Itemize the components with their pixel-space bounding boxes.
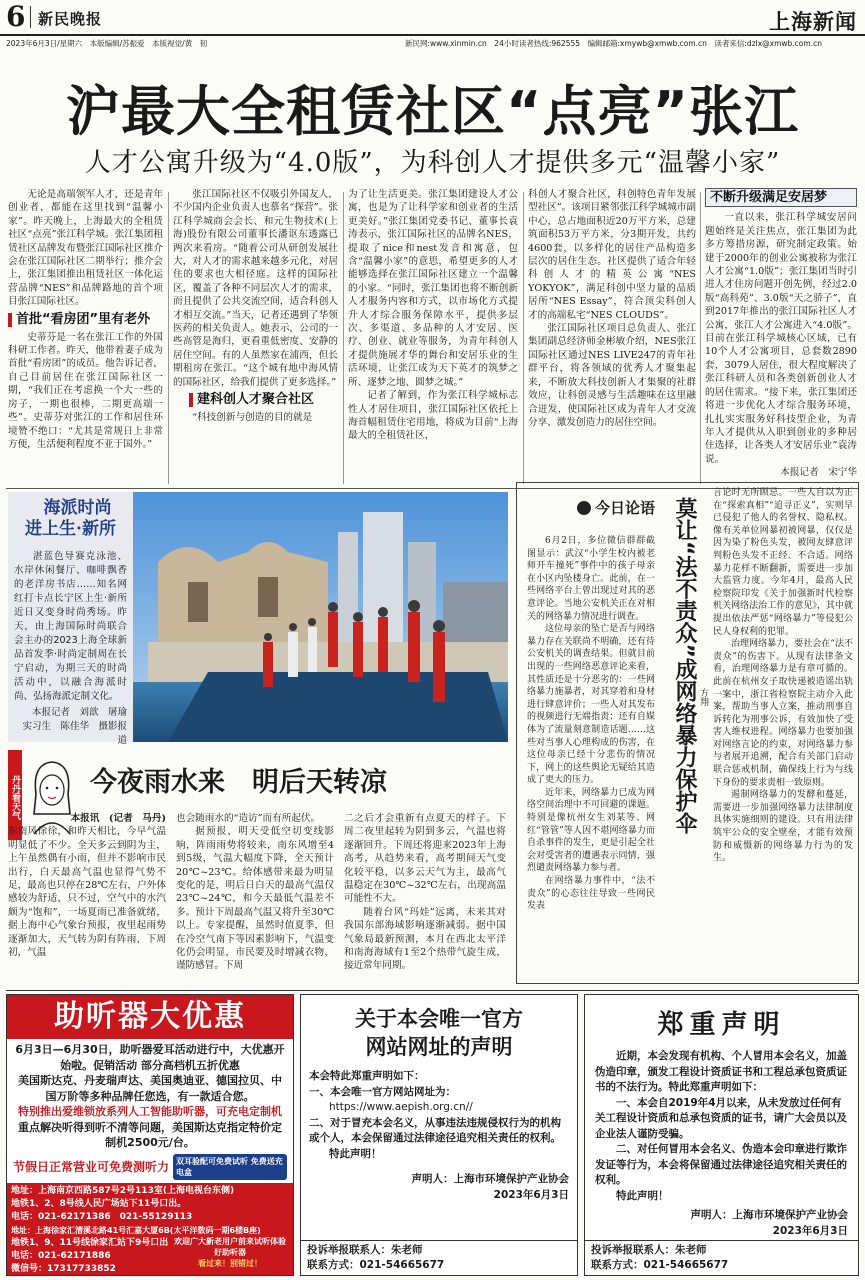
ad3-contact-line: 投诉举报联系人：朱老师 bbox=[591, 1244, 707, 1256]
body-text: 张江国际社区不仅吸引外国友人，不少国内企业负责人也慕名“探营”。张江科学城商会会长、和元生物技术(上海)股份有限公司董事长潘讴东透露已两次来看房。“随着公司从研创发展壮大，对人才的需求越来越多元化，对居住的要求也大相径庭。这样的国际社区，覆盖了各种不同层次人才的需求，而且提供了公共交流空间，适合科创人才相互交流。”当天，记者还遇到了华领医药的相关负责人。她表示，公司的一些高管是海归，更看重低密度、安静的居住空间。有的人虽然家在浦西，但长期租房在张江。“这个城有地中海风情的国际社区，给我们提供了更多选择。” bbox=[173, 189, 338, 388]
body-text: 二之后才会重新有点夏天的样子。下周二夜里起转为阴到多云，气温也将逐渐回升。下周还将迎来2023年上海高考，从趋势来看，高考期间天气变化较平稳，以多云天气为主，最高气温稳定在30℃~32℃左右，出现高温可能性不大。 bbox=[344, 813, 506, 905]
ad1-line: 特别推出爱维锁放系列人工智能助听器，可充电定制机 bbox=[18, 1105, 282, 1118]
weather-col-3 bbox=[344, 812, 506, 982]
label-text: 今日论语 bbox=[595, 499, 656, 517]
subheading-text: 不断升级满足安居梦 bbox=[710, 190, 828, 205]
ad3-title: 郑重声明 bbox=[657, 1010, 786, 1040]
ad3-signer: 声明人：上海市环境保护产业协会 bbox=[690, 1209, 848, 1221]
subheading-text: 建科创人才聚合社区 bbox=[197, 392, 315, 408]
quote-icon bbox=[577, 501, 591, 515]
ad1-phone: 电话：021-62171386 021-55129113 bbox=[11, 1211, 193, 1222]
commentary-col-1 bbox=[527, 535, 655, 975]
ad1-promo bbox=[171, 1236, 289, 1269]
ad3-contact bbox=[585, 1240, 858, 1275]
headline-text: 莫让“法不责众”成网络暴力保护伞 bbox=[672, 497, 697, 834]
ad2-contact bbox=[301, 1240, 577, 1275]
body-text: 史蒂芬是一名在张江工作的外国科研工作者。昨天，他带着妻子成为首批“看房团”的成员。他告诉记者，自己目前居住在张江国际社区一期，“我们正在考虑换一个大一些的房子，一期也很棒，二期更高端一些”。史蒂芬对张江的工作和居住环境赞不绝口：“尤其是常规日上非常方便，生活便利程度不亚于国外。” bbox=[8, 331, 163, 450]
body-text: 言论时无所顾忌。一些人自以为正在“探索真相”“追寻正义”，实则早已侵犯了他人的名誉权、隐私权。像有关单位网暴初被网暴，仅仅是因为染了粉色头发，被网友肆意评判粉色头发不正经、不合适。网络暴力花样不断翻新，需要进一步加大监管力度。今年4月，最高人民检察院印发《关于加强新时代检察机关网络法治工作的意见》，其中就提出依法严惩“网络暴力”等侵犯公民人身权利的犯罪。 bbox=[713, 488, 853, 637]
header-divider bbox=[30, 6, 31, 28]
ad1-line: 美国斯达克、丹麦瑞声达、美国奥迪亚、德国拉贝、中国万阶等多种品牌任您选，有一款适合您。 bbox=[18, 1074, 282, 1103]
ad3-text: 二、对任何冒用本会名义、伪造本会印章进行欺诈发证等行为，本会将保留通过法律途径追究相关责任的权利。 bbox=[595, 1143, 847, 1186]
ad-rule bbox=[6, 990, 858, 991]
weather-col-1 bbox=[8, 812, 166, 982]
ad2-contact-line: 联系方式：021-54665677 bbox=[307, 1259, 445, 1271]
body-text: 张江国际社区项目总负责人、张江集团副总经济师金彬敏介绍，NES张江国际社区通过NES LIVE247的青年社群平台，将各领域的优秀人才聚集起来，不断放大科技创新人才集聚的社群效应，让科创灵感与生活趣味在这里融合迸发，使国际社区成为青年人才交流分享、激发创造力的居住空间。 bbox=[528, 323, 696, 428]
body-text: “科技创新与创造的目的就是 bbox=[192, 412, 313, 424]
website-statement-ad bbox=[300, 994, 578, 1276]
ad2-title-1: 关于本会唯一官方 bbox=[355, 1007, 523, 1031]
photo-feature bbox=[8, 492, 508, 746]
ad2-text: 一、本会唯一官方网站网址为： bbox=[309, 1085, 456, 1098]
body-text: 东南风徐徐，和昨天相比，今早气温明显低了不少。全天多云到阴为主，上午虽然偶有小雨，但并不影响市民出行，白天最高气温也显得气势不足，最高也只停在28℃左右，户外体感较为舒适，只不过，空气中的水汽颇为“饱和”，一场夏雨已准备就绪，据上海中心气象台预报，夜里起雨势逐渐加大，天气转为阴有阵雨，下周初，气温 bbox=[8, 826, 166, 959]
main-headline: 沪最大全租赁社区“点亮”张江 bbox=[66, 80, 799, 143]
contact-line: 新民网:www.xinmin.cn 24小时读者热线:962555 编辑邮箱:xmywb@xmwb.com.cn 读者来信:dzlx@xmwb.com.cn bbox=[405, 39, 822, 48]
weather-headline: 今夜雨水来 明后天转凉 bbox=[90, 767, 387, 798]
ad1-address: 地铁1、9、11号线徐家汇站下9号口出 bbox=[11, 1237, 169, 1248]
author-text: 本报记者 宋宁华 bbox=[780, 467, 857, 479]
page-number: 6 bbox=[6, 0, 26, 33]
body-text: 为了让生活更美。张江集团建设人才公寓，也是为了让科学家和创业者的生活更美好。”张江集团党委书记、董事长袁涛表示，张江国际社区的品牌名NES，提取了nice和nest发音和寓意，包含“温馨小家”的意思，希望更多的人才能够选择在张江国际社区建立一个温馨的小家。“同时，张江集团也将不断创新人才服务内容和方式，以市场化方式提升人才综合服务保障水平，提供多层次、多渠道、多品种的人才安居、医疗、创业、就业等服务，为青年科创人才提供施展才华的舞台和安居乐业的生活环境，让张江成为天下英才的筑梦之所、逐梦之地、圆梦之城。” bbox=[348, 189, 518, 388]
ad1-body bbox=[7, 1039, 293, 1154]
col-divider bbox=[700, 192, 701, 484]
subheading-bar bbox=[189, 393, 193, 407]
commentary-author bbox=[697, 688, 710, 706]
article-col-4 bbox=[528, 188, 696, 488]
article-col-1 bbox=[8, 188, 163, 488]
body-text: 无论是高端领军人才，还是青年创业者，都能在这里找到“温馨小家”。昨天晚上，上海最大的全租赁社区“点亮”张江科学城。张江集团租赁社区品牌发布暨张江国际社区推介会在张江国际社区二期举行；推介会上，张江集团推出租赁社区一体化运营品牌“NES”和品牌路地的首个项目张江国际社区。 bbox=[8, 189, 163, 308]
weather-byline bbox=[8, 812, 166, 825]
ad2-text: 本会特此郑重声明如下： bbox=[309, 1070, 425, 1082]
weather-col-2 bbox=[176, 812, 334, 982]
ad2-text: 二、对于冒充本会名义，从事违法违规侵权行为的机构或个人，本会保留通过法律途径追究相关责任的权利。 bbox=[309, 1116, 561, 1144]
commentary-col-2 bbox=[713, 487, 853, 977]
commentary-box bbox=[516, 482, 859, 984]
ad1-line: 重点解决听得到听不清等问题，美国斯达克指定特价定制机2500元/台。 bbox=[18, 1120, 282, 1149]
hearing-aid-ad bbox=[6, 994, 294, 1276]
col-divider bbox=[523, 192, 524, 484]
article-col-2 bbox=[173, 188, 338, 488]
ad2-contact-line: 投诉举报联系人：朱老师 bbox=[307, 1244, 423, 1256]
ad1-row bbox=[7, 1154, 293, 1180]
commentary-label bbox=[577, 497, 655, 518]
ad2-date: 2023年6月3日 bbox=[493, 1188, 569, 1201]
body-text: 治理网络暴力，要社会在“法不责众”的伤害下。从现有法律条文看，治理网络暴力是有章可循的。此前在杭州女子取快递被造谣出轨一案中，浙江省检察院主动介入此案，帮助当事人立案，推动刑事自诉转化为刑事公诉，有效加快了受害人维权进程。网络暴力也要加强对网络言论的约束，对网络暴力参与者展开追溯，配合有关部门启动联合惩戒机制，确保线上行为与线下身份的要求责相一致原则。 bbox=[713, 639, 853, 788]
body-text: 随着台风“玛娃”远离，未来其对我国东部海域影响逐渐减弱。据中国气象局最新预测，本月在西北太平洋和南海海域有1至2个热带气旋生成，接近常年同期。 bbox=[344, 906, 506, 972]
ad3-text: 一、本会自2019年4月以来，从未发放过任何有关工程设计资质和总承包资质的证书，请广大会员以及企业法人谨防受骗。 bbox=[595, 1096, 847, 1140]
subheading bbox=[8, 313, 163, 327]
photo-title-1: 海派时尚 bbox=[43, 498, 112, 518]
ad1-promo-text: 欢迎广大新老用户前来试听体验好助听器 bbox=[174, 1237, 286, 1257]
body-text: 遏制网络暴力的发酵和蔓延，需要进一步加强网络暴力法律制度具体实施细则的建设。只有用法律筑牢公众的安全壁垒，才能有效预防和威慑新的网络暴力行为的发生。 bbox=[713, 790, 853, 864]
body-text: 近年来，网络暴力已成为网络空间治理中不可回避的课题。特别是像杭州女生刘某等、网红“管管”等人因不堪网络暴力而自杀事件的发生，更是引起全社会对受害者的遭遇表示同情，强烈谴责网络暴力参与者。 bbox=[527, 787, 655, 874]
ad1-address: 地铁1、2、8号线人民广场站下11号口出。 bbox=[11, 1198, 187, 1209]
ad3-text: 近期，本会发现有机构、个人冒用本会名义，加盖伪造印章，颁发工程设计资质证书和工程总承包资质证书的不法行为。特此郑重声明如下： bbox=[595, 1050, 847, 1093]
ad1-line: 6月3日—6月30日，助听器爱耳活动进行中，大优惠开始啦。促销活动 部分高档机五折优惠 bbox=[15, 1043, 285, 1072]
ad1-badge: 双耳验配可免费试听 免费送充电盒 bbox=[173, 1154, 287, 1180]
ad1-promo-text: 看过来！别错过！ bbox=[198, 1259, 262, 1268]
subheading-text: 首批“看房团”里有老外 bbox=[16, 311, 151, 327]
body-text: 一直以来，张江科学城安居问题始终是关注焦点，张江集团为此多方筹措房源，研究制定政策。始建于2000年的创业公寓被称为张江人才公寓“1.0版”；张江集团当时引进人才住房问题开创先例，经过2.0版“高科苑”、3.0版“天之骄子”，直到2017年推出的张江国际社区人才公寓，张江人才公寓进入“4.0版”。目前在张江科学城核心区域，已有10个人才公寓项目，总套数2890套，3079人居住，很大程度解决了张江科研人员和各类创新创业人才的居住需求。“接下来，张江集团还将进一步优化人才综合服务环境，扎扎实实服务好科技型企业，为青年人才提供从入职到创业的多种居住选择，让各类人才安居乐业”袁涛说。 bbox=[705, 212, 857, 465]
main-subheadline: 人才公寓升级为“4.0版”，为科创人才提供多元“温馨小家” bbox=[84, 148, 781, 178]
photo-text: 湛蓝色导赛克泳池、水岸休闲餐厅、咖啡飘香的老洋房书店……知名网红打卡点长宁区上生·新所近日又变身时尚秀场。昨天，由上海国际时尚联合会主办的2023上海全球新品首发季·时尚定制周在长宁启动，为期三天的时尚活动中，以融合海派时尚、弘扬海派定制文化。 bbox=[14, 551, 127, 702]
article-col-3 bbox=[348, 188, 518, 488]
body-text: 也会随雨水的“造访”而有所起伏。 bbox=[176, 813, 321, 824]
body-text: 这位母亲的坠亡是否与网络暴力存在关联尚不明确，还有待公安机关的调查结果。但就目前出现的一些网络恶意评论来看，其性质还是十分恶劣的：一些网络暴力施暴者，对其穿着和身材进行肆意评价；一些人对其发布的视频进行无端指责；还有自媒体为了流量刻意制造话题……这些对当事人心理构成的伤害，在这位母亲已经十分悲伤的情况下，网上的这些舆论无疑给其造成了更大的压力。 bbox=[527, 624, 655, 786]
ad1-phone: 电话：021-62171886 bbox=[11, 1250, 111, 1261]
column-name-text: 丹丹看天气 bbox=[10, 774, 20, 820]
subheading bbox=[705, 188, 857, 207]
photo-credit-2: 实习生 陈佳华 摄影报道 bbox=[22, 721, 127, 746]
serious-statement-ad bbox=[584, 994, 859, 1276]
ad1-address: 地址：上海南京西路587号2号113室(上海电视台东侧) bbox=[11, 1185, 235, 1196]
ad1-phone: 微信号：17317733852 bbox=[11, 1263, 116, 1274]
page-header bbox=[0, 0, 865, 48]
section-name: 上海新闻 bbox=[769, 10, 857, 34]
body-text: 科创人才聚合社区，科创特色青年发展型社区”。该项目紧邻张江科学城城市副中心，总占地面积近20万平方米，总建筑面积53万平方米，分3期开发，共约4600套，以多样化的居住产品构造多层次的居住生态。社区提供了适合年轻科创人才的精英公寓“NES YOKYOK”，满足科创中坚力量的品质居所“NES Essay”，符合顶尖科创人才的高端私宅“NES CLOUDS”。 bbox=[528, 189, 696, 321]
ad2-body bbox=[301, 1061, 577, 1203]
col-divider bbox=[343, 192, 344, 484]
body-text: 6月2日，多位微信群群截图显示：武汉“小学生校内被老师开车撞死”事件中的孩子母亲在小区内坠楼身亡。此前，在一些网络平台上曾出现过对其的恶意评论。当地公安机关正在对相关的网络暴力情况进行调查。 bbox=[527, 536, 655, 622]
ad2-title-2: 网站网址的声明 bbox=[365, 1035, 513, 1059]
ad3-date: 2023年6月3日 bbox=[772, 1224, 848, 1237]
author-line bbox=[705, 466, 857, 479]
ad3-body bbox=[585, 1043, 858, 1239]
ad3-contact-line: 联系方式：021-54665677 bbox=[591, 1259, 729, 1271]
ad1-address: 地址：上海徐家汇漕溪北路41号汇嘉大厦6B(太平洋数码一期6楼B座) bbox=[11, 1225, 261, 1235]
photo-caption-box bbox=[8, 492, 133, 746]
subheading bbox=[189, 393, 338, 407]
header-rule bbox=[0, 34, 865, 36]
photo-title-2: 进上生·新所 bbox=[25, 519, 116, 539]
col-divider bbox=[168, 192, 169, 484]
ad1-title: 助听器大优惠 bbox=[7, 995, 293, 1039]
commentary-headline bbox=[661, 497, 701, 937]
ad1-line: 节假日正常营业可免费测听力 bbox=[13, 1160, 170, 1174]
paper-name: 新民晚报 bbox=[38, 10, 103, 28]
date-line: 2023年6月3日/星期六 本版编辑/苏振爱 本版视觉/黄 韧 bbox=[6, 39, 208, 48]
ad2-signer: 声明人：上海市环境保护产业协会 bbox=[411, 1173, 569, 1185]
body-text: 在网络暴力事件中，“法不责众”的心态往往导致一些网民发表 bbox=[527, 876, 655, 912]
author-text: 方翔 bbox=[698, 688, 708, 706]
ad3-text: 特此声明！ bbox=[616, 1189, 669, 1202]
body-text: 据预报，明天受低空切变线影响，阵雨雨势将较来，南东风增至4到5级，气温大幅度下降，全天预计20℃~23℃。给体感带来最为明显变化的是，明后日白天的最高气温仅23℃~24℃，和今天最低气温差不多。预计下周最高气温又将升至30℃以上。专家提醒，虽然时值夏季，但在冷空气南下等因素影响下，气温变化仍会明显，市民要及时增减衣物，谨防感冒。下周 bbox=[176, 826, 334, 972]
byline-text: 本报讯 (记者 马丹) bbox=[70, 813, 166, 824]
ad2-text: 特此声明！ bbox=[329, 1147, 382, 1160]
photo-credit-1: 本报记者 刘歆 屠瑜 bbox=[31, 707, 127, 718]
ad2-url: https://www.aepish.org.cn// bbox=[329, 1101, 473, 1113]
body-text: 记者了解到，作为张江科学城标志性人才居住项目，张江国际社区依托上海首幅租赁住宅用地，将成为目前“上海最大的全租赁社区， bbox=[348, 390, 518, 442]
subheading-bar bbox=[8, 313, 12, 327]
article-col-5 bbox=[705, 188, 857, 488]
